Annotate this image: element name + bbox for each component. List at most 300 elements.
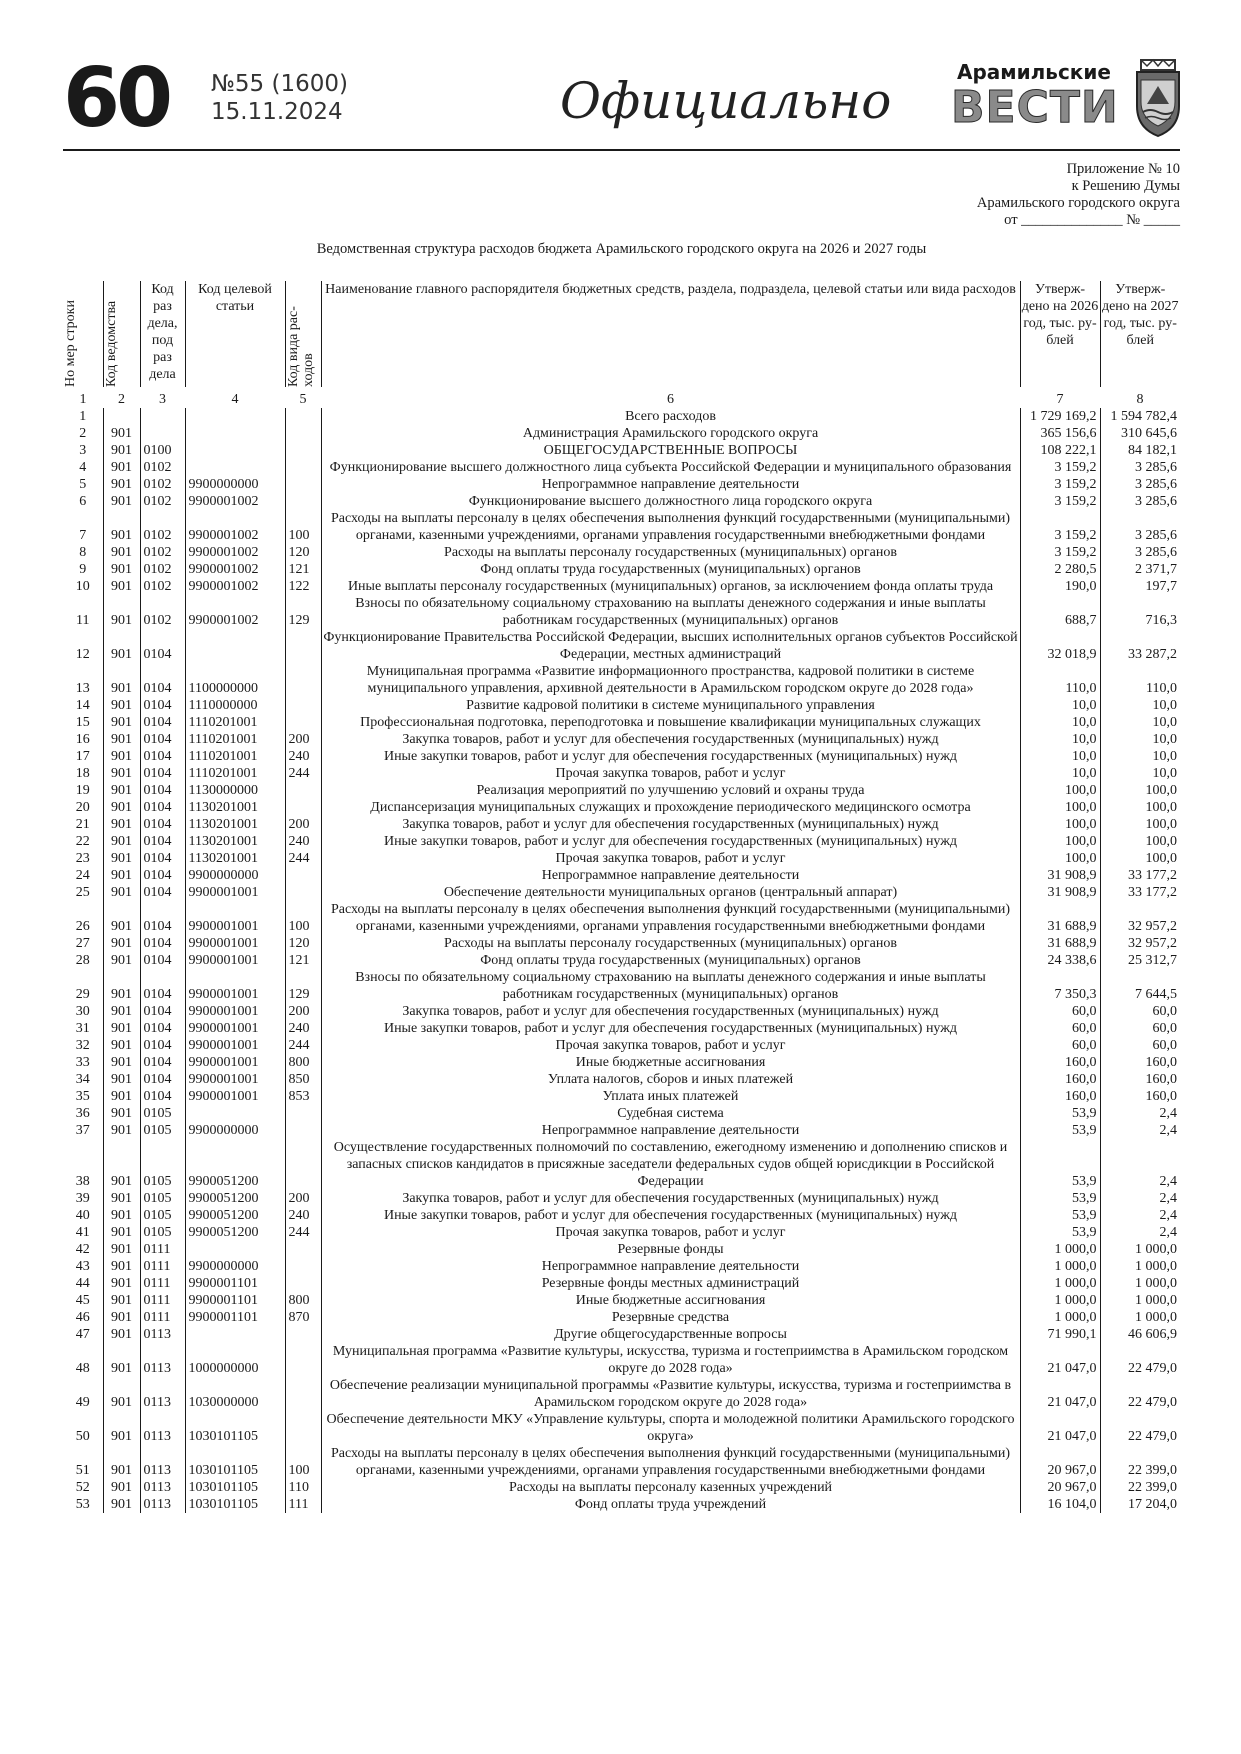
table-row: [63, 952, 1180, 969]
dept-code: 901: [103, 1309, 140, 1326]
section-code: 0113: [140, 1411, 185, 1445]
item-name: Непрограммное направление деятельности: [321, 476, 1020, 493]
expense-code: [285, 1258, 321, 1275]
expense-code: 100: [285, 510, 321, 544]
expense-code: [285, 714, 321, 731]
appendix-line-4: от ______________ № _____: [1004, 212, 1180, 228]
target-code: 1110201001: [185, 731, 285, 748]
amount-2026: 1 000,0: [1020, 1309, 1100, 1326]
dept-code: 901: [103, 1037, 140, 1054]
expense-code: [285, 425, 321, 442]
target-code: [185, 629, 285, 663]
row-number: 48: [75, 1361, 90, 1376]
header-expense-code: Код вида рас- ходов: [285, 281, 321, 387]
item-name: Расходы на выплаты персоналу в целях обеспечения выполнения функций государственными (муниципальными) органами, казенными учреждениями, органами управления государственными внебюджетными фондами: [321, 901, 1020, 935]
row-number: 21: [75, 817, 90, 832]
header-name: Наименование главного распорядителя бюджетных средств, раздела, подраздела, целевой статьи или вида расходов: [321, 281, 1020, 387]
section-code: 0104: [140, 1088, 185, 1105]
section-code: 0111: [140, 1241, 185, 1258]
amount-2027: 10,0: [1100, 714, 1180, 731]
amount-2026: 53,9: [1020, 1105, 1100, 1122]
expense-code: 200: [285, 816, 321, 833]
col-num: 5: [299, 392, 307, 407]
table-row: [63, 1054, 1180, 1071]
amount-2027: 110,0: [1100, 663, 1180, 697]
dept-code: 901: [103, 510, 140, 544]
target-code: 9900051200: [185, 1190, 285, 1207]
amount-2027: 1 594 782,4: [1100, 408, 1180, 425]
appendix-note: [977, 161, 1180, 229]
dept-code: 901: [103, 1377, 140, 1411]
amount-2026: 3 159,2: [1020, 544, 1100, 561]
row-number: 38: [75, 1174, 90, 1189]
item-name: Развитие кадровой политики в системе муниципального управления: [321, 697, 1020, 714]
target-code: 1030101105: [185, 1411, 285, 1445]
row-number: 17: [75, 749, 90, 764]
target-code: 1110201001: [185, 714, 285, 731]
amount-2027: 160,0: [1100, 1088, 1180, 1105]
amount-2026: 100,0: [1020, 799, 1100, 816]
target-code: 9900051200: [185, 1139, 285, 1190]
col-num: 2: [118, 392, 125, 407]
target-code: 9900051200: [185, 1207, 285, 1224]
dept-code: 901: [103, 952, 140, 969]
item-name: Расходы на выплаты персоналу в целях обеспечения выполнения функций государственными (муниципальными) органами, казенными учреждениями, органами управления государственными внебюджетными фондами: [321, 510, 1020, 544]
target-code: 9900001001: [185, 1054, 285, 1071]
table-row: [63, 850, 1180, 867]
table-row: [63, 731, 1180, 748]
expense-code: [285, 1122, 321, 1139]
budget-table: [63, 281, 1180, 1513]
amount-2026: 190,0: [1020, 578, 1100, 595]
amount-2027: 32 957,2: [1100, 935, 1180, 952]
dept-code: 901: [103, 850, 140, 867]
table-row: [63, 544, 1180, 561]
header-2027: Утверж- дено на 2027 год, тыс. ру- блей: [1100, 281, 1180, 387]
row-number: 37: [75, 1123, 90, 1138]
row-number: 52: [75, 1480, 90, 1495]
amount-2027: 100,0: [1100, 799, 1180, 816]
amount-2027: 22 399,0: [1100, 1445, 1180, 1479]
amount-2027: 33 177,2: [1100, 884, 1180, 901]
row-number: 22: [75, 834, 90, 849]
target-code: 9900001001: [185, 1071, 285, 1088]
target-code: 9900001002: [185, 561, 285, 578]
target-code: [185, 442, 285, 459]
table-row: [63, 765, 1180, 782]
row-number: 24: [75, 868, 90, 883]
target-code: 1030000000: [185, 1377, 285, 1411]
dept-code: 901: [103, 1122, 140, 1139]
amount-2026: 10,0: [1020, 765, 1100, 782]
table-row: [63, 425, 1180, 442]
target-code: 1130000000: [185, 782, 285, 799]
expense-code: 121: [285, 561, 321, 578]
row-number: 1: [79, 409, 87, 424]
target-code: 9900001001: [185, 952, 285, 969]
target-code: 9900000000: [185, 1122, 285, 1139]
amount-2026: 20 967,0: [1020, 1445, 1100, 1479]
row-number: 7: [79, 528, 87, 543]
dept-code: 901: [103, 833, 140, 850]
row-number: 12: [75, 647, 90, 662]
row-number: 9: [79, 562, 87, 577]
table-row: [63, 1309, 1180, 1326]
row-number: 31: [75, 1021, 90, 1036]
expense-code: [285, 1105, 321, 1122]
item-name: Расходы на выплаты персоналу казенных учреждений: [321, 1479, 1020, 1496]
dept-code: 901: [103, 493, 140, 510]
row-number: 16: [75, 732, 90, 747]
coat-of-arms-icon: [1133, 58, 1183, 138]
amount-2027: 84 182,1: [1100, 442, 1180, 459]
section-title: Официально: [560, 72, 892, 130]
row-number: 19: [75, 783, 90, 798]
target-code: 9900001001: [185, 969, 285, 1003]
expense-code: 244: [285, 1224, 321, 1241]
item-name: ОБЩЕГОСУДАРСТВЕННЫЕ ВОПРОСЫ: [321, 442, 1020, 459]
target-code: 1130201001: [185, 833, 285, 850]
amount-2026: 16 104,0: [1020, 1496, 1100, 1513]
amount-2027: 10,0: [1100, 731, 1180, 748]
table-row: [63, 1343, 1180, 1377]
header-target-code: Код целевой статьи: [185, 281, 285, 387]
section-code: 0102: [140, 493, 185, 510]
section-code: 0105: [140, 1105, 185, 1122]
row-number: 5: [79, 477, 87, 492]
amount-2026: 1 000,0: [1020, 1258, 1100, 1275]
item-name: Прочая закупка товаров, работ и услуг: [321, 1224, 1020, 1241]
target-code: [185, 459, 285, 476]
dept-code: 901: [103, 1207, 140, 1224]
table-row: [63, 782, 1180, 799]
col-num: 1: [79, 392, 87, 407]
issue-date: 15.11.2024: [211, 99, 343, 125]
item-name: Иные закупки товаров, работ и услуг для обеспечения государственных (муниципальных) нужд: [321, 748, 1020, 765]
section-code: 0104: [140, 663, 185, 697]
amount-2026: 160,0: [1020, 1088, 1100, 1105]
amount-2027: 2,4: [1100, 1207, 1180, 1224]
amount-2026: 2 280,5: [1020, 561, 1100, 578]
item-name: Резервные фонды: [321, 1241, 1020, 1258]
target-code: 9900001101: [185, 1275, 285, 1292]
section-code: 0104: [140, 816, 185, 833]
table-row: [63, 442, 1180, 459]
amount-2027: 310 645,6: [1100, 425, 1180, 442]
appendix-line-2: к Решению Думы: [1071, 178, 1180, 194]
expense-code: 110: [285, 1479, 321, 1496]
document-title: Ведомственная структура расходов бюджета Арамильского городского округа на 2026 и 2027 годы: [316, 241, 927, 257]
table-row: [63, 1105, 1180, 1122]
item-name: Закупка товаров, работ и услуг для обеспечения государственных (муниципальных) нужд: [321, 816, 1020, 833]
amount-2027: 46 606,9: [1100, 1326, 1180, 1343]
target-code: 1100000000: [185, 663, 285, 697]
dept-code: 901: [103, 1224, 140, 1241]
row-number: 18: [75, 766, 90, 781]
row-number: 11: [76, 613, 90, 628]
table-row: [63, 884, 1180, 901]
target-code: 1130201001: [185, 799, 285, 816]
item-name: Непрограммное направление деятельности: [321, 867, 1020, 884]
table-row: [63, 1037, 1180, 1054]
amount-2026: 21 047,0: [1020, 1343, 1100, 1377]
row-number: 10: [75, 579, 90, 594]
amount-2027: 716,3: [1100, 595, 1180, 629]
item-name: Фонд оплаты труда государственных (муниципальных) органов: [321, 952, 1020, 969]
amount-2026: 21 047,0: [1020, 1377, 1100, 1411]
item-name: Обеспечение деятельности муниципальных органов (центральный аппарат): [321, 884, 1020, 901]
item-name: Диспансеризация муниципальных служащих и прохождение периодического медицинского осмотра: [321, 799, 1020, 816]
section-code: 0105: [140, 1207, 185, 1224]
target-code: 9900000000: [185, 1258, 285, 1275]
amount-2026: 31 908,9: [1020, 867, 1100, 884]
dept-code: 901: [103, 697, 140, 714]
row-number: 3: [79, 443, 87, 458]
expense-code: [285, 697, 321, 714]
table-row: [63, 510, 1180, 544]
row-number: 34: [75, 1072, 90, 1087]
item-name: Судебная система: [321, 1105, 1020, 1122]
amount-2026: 10,0: [1020, 714, 1100, 731]
row-number: 2: [79, 426, 87, 441]
col-num: 7: [1056, 392, 1064, 407]
amount-2027: 3 285,6: [1100, 510, 1180, 544]
table-row: [63, 1241, 1180, 1258]
section-code: 0104: [140, 1054, 185, 1071]
table-row: [63, 1139, 1180, 1190]
row-number: 50: [75, 1429, 90, 1444]
target-code: 1130201001: [185, 850, 285, 867]
row-number: 36: [75, 1106, 90, 1121]
item-name: Всего расходов: [321, 408, 1020, 425]
row-number: 40: [75, 1208, 90, 1223]
item-name: Осуществление государственных полномочий по составлению, ежегодному изменению и дополнению списков и запасных списков кандидатов в присяжные заседатели федеральных судов общей юрисдикции в Российской Федерации: [321, 1139, 1020, 1190]
section-code: 0104: [140, 969, 185, 1003]
dept-code: 901: [103, 1326, 140, 1343]
table-row: [63, 1275, 1180, 1292]
expense-code: 121: [285, 952, 321, 969]
item-name: Реализация мероприятий по улучшению условий и охраны труда: [321, 782, 1020, 799]
dept-code: 901: [103, 1258, 140, 1275]
amount-2027: 2,4: [1100, 1122, 1180, 1139]
dept-code: 901: [103, 884, 140, 901]
expense-code: 120: [285, 544, 321, 561]
section-code: 0113: [140, 1479, 185, 1496]
amount-2026: 100,0: [1020, 782, 1100, 799]
expense-code: 240: [285, 748, 321, 765]
amount-2026: 1 000,0: [1020, 1275, 1100, 1292]
row-number: 51: [75, 1463, 90, 1478]
dept-code: 901: [103, 935, 140, 952]
dept-code: 901: [103, 595, 140, 629]
row-number: 42: [75, 1242, 90, 1257]
expense-code: 129: [285, 969, 321, 1003]
expense-code: [285, 1275, 321, 1292]
item-name: Иные бюджетные ассигнования: [321, 1292, 1020, 1309]
section-code: 0104: [140, 731, 185, 748]
target-code: 1030101105: [185, 1496, 285, 1513]
expense-code: [285, 1139, 321, 1190]
target-code: 9900001101: [185, 1309, 285, 1326]
section-code: 0111: [140, 1258, 185, 1275]
section-code: 0104: [140, 799, 185, 816]
expense-code: 240: [285, 833, 321, 850]
section-code: 0102: [140, 595, 185, 629]
dept-code: 901: [103, 459, 140, 476]
item-name: Муниципальная программа «Развитие информационного пространства, кадровой политики в системе муниципального управления, архивной деятельности в Арамильском городском округе до 2028 года»: [321, 663, 1020, 697]
amount-2026: 3 159,2: [1020, 493, 1100, 510]
expense-code: 200: [285, 1003, 321, 1020]
amount-2027: 100,0: [1100, 782, 1180, 799]
table-row: [63, 748, 1180, 765]
amount-2026: 3 159,2: [1020, 459, 1100, 476]
amount-2026: 10,0: [1020, 748, 1100, 765]
section-code: 0113: [140, 1445, 185, 1479]
amount-2027: 32 957,2: [1100, 901, 1180, 935]
amount-2026: 60,0: [1020, 1003, 1100, 1020]
expense-code: 120: [285, 935, 321, 952]
dept-code: 901: [103, 544, 140, 561]
item-name: Функционирование Правительства Российской Федерации, высших исполнительных органов субъектов Российской Федерации, местных администраций: [321, 629, 1020, 663]
item-name: Иные закупки товаров, работ и услуг для обеспечения государственных (муниципальных) нужд: [321, 1020, 1020, 1037]
table-row: [63, 1003, 1180, 1020]
target-code: 9900001002: [185, 493, 285, 510]
amount-2026: 32 018,9: [1020, 629, 1100, 663]
section-code: 0104: [140, 765, 185, 782]
expense-code: [285, 1326, 321, 1343]
expense-code: [285, 1343, 321, 1377]
amount-2027: 2,4: [1100, 1139, 1180, 1190]
section-code: 0104: [140, 884, 185, 901]
amount-2027: 3 285,6: [1100, 493, 1180, 510]
target-code: [185, 1326, 285, 1343]
expense-code: [285, 629, 321, 663]
item-name: Муниципальная программа «Развитие культуры, искусства, туризма и гостеприимства в Арамильском городском округе до 2028 года»: [321, 1343, 1020, 1377]
dept-code: 901: [103, 867, 140, 884]
expense-code: 244: [285, 765, 321, 782]
amount-2026: 31 688,9: [1020, 901, 1100, 935]
table-row: [63, 595, 1180, 629]
amount-2026: 7 350,3: [1020, 969, 1100, 1003]
section-code: 0113: [140, 1326, 185, 1343]
amount-2027: 17 204,0: [1100, 1496, 1180, 1513]
amount-2027: 22 399,0: [1100, 1479, 1180, 1496]
amount-2027: 10,0: [1100, 765, 1180, 782]
expense-code: [285, 663, 321, 697]
amount-2026: 110,0: [1020, 663, 1100, 697]
table-row: [63, 476, 1180, 493]
section-code: 0111: [140, 1292, 185, 1309]
row-number: 45: [75, 1293, 90, 1308]
amount-2027: 2 371,7: [1100, 561, 1180, 578]
item-name: Обеспечение деятельности МКУ «Управление культуры, спорта и молодежной политики Арамильского городского округа»: [321, 1411, 1020, 1445]
row-number: 53: [75, 1497, 90, 1512]
amount-2027: 10,0: [1100, 748, 1180, 765]
table-row: [63, 935, 1180, 952]
target-code: [185, 425, 285, 442]
expense-code: [285, 867, 321, 884]
table-row: [63, 1258, 1180, 1275]
dept-code: 901: [103, 578, 140, 595]
target-code: 9900001002: [185, 595, 285, 629]
amount-2027: 3 285,6: [1100, 476, 1180, 493]
dept-code: 901: [103, 1190, 140, 1207]
dept-code: 901: [103, 901, 140, 935]
amount-2027: 160,0: [1100, 1054, 1180, 1071]
row-number: 46: [75, 1310, 90, 1325]
table-row: [63, 867, 1180, 884]
header-section-code: Код раз дела, под раз дела: [140, 281, 185, 387]
row-number: 28: [75, 953, 90, 968]
section-code: 0102: [140, 544, 185, 561]
section-code: [140, 425, 185, 442]
amount-2027: 100,0: [1100, 833, 1180, 850]
table-row: [63, 561, 1180, 578]
row-number: 41: [75, 1225, 90, 1240]
target-code: 9900051200: [185, 1224, 285, 1241]
target-code: 1030101105: [185, 1479, 285, 1496]
item-name: Непрограммное направление деятельности: [321, 1258, 1020, 1275]
page-number: 60: [63, 51, 170, 146]
table-row: [63, 663, 1180, 697]
row-number: 23: [75, 851, 90, 866]
expense-code: 800: [285, 1054, 321, 1071]
item-name: Прочая закупка товаров, работ и услуг: [321, 850, 1020, 867]
amount-2027: 1 000,0: [1100, 1275, 1180, 1292]
amount-2026: 60,0: [1020, 1020, 1100, 1037]
amount-2027: 22 479,0: [1100, 1377, 1180, 1411]
dept-code: 901: [103, 1292, 140, 1309]
target-code: 1000000000: [185, 1343, 285, 1377]
expense-code: 800: [285, 1292, 321, 1309]
expense-code: 853: [285, 1088, 321, 1105]
amount-2026: 10,0: [1020, 697, 1100, 714]
item-name: Закупка товаров, работ и услуг для обеспечения государственных (муниципальных) нужд: [321, 1190, 1020, 1207]
expense-code: [285, 442, 321, 459]
dept-code: 901: [103, 1105, 140, 1122]
expense-code: 129: [285, 595, 321, 629]
row-number: 33: [75, 1055, 90, 1070]
target-code: 9900000000: [185, 867, 285, 884]
item-name: Расходы на выплаты персоналу в целях обеспечения выполнения функций государственными (муниципальными) органами, казенными учреждениями, органами управления государственными внебюджетными фондами: [321, 1445, 1020, 1479]
target-code: [185, 1241, 285, 1258]
target-code: 9900001001: [185, 1088, 285, 1105]
section-code: 0102: [140, 459, 185, 476]
table-row: [63, 459, 1180, 476]
issue-info: [211, 70, 348, 126]
table-row: [63, 1224, 1180, 1241]
row-number: 32: [75, 1038, 90, 1053]
section-code: 0102: [140, 510, 185, 544]
dept-code: 901: [103, 561, 140, 578]
table-row: [63, 714, 1180, 731]
item-name: Взносы по обязательному социальному страхованию на выплаты денежного содержания и иные выплаты работникам государственных (муниципальных) органов: [321, 595, 1020, 629]
row-number: 20: [75, 800, 90, 815]
target-code: 9900001002: [185, 510, 285, 544]
expense-code: [285, 884, 321, 901]
table-row: [63, 493, 1180, 510]
table-row: [63, 629, 1180, 663]
table-row: [63, 1207, 1180, 1224]
amount-2027: 7 644,5: [1100, 969, 1180, 1003]
amount-2027: 1 000,0: [1100, 1241, 1180, 1258]
table-row: [63, 1326, 1180, 1343]
target-code: [185, 1105, 285, 1122]
amount-2026: 31 688,9: [1020, 935, 1100, 952]
appendix-line-3: Арамильского городского округа: [976, 195, 1180, 211]
row-number: 8: [79, 545, 87, 560]
table-row: [63, 1445, 1180, 1479]
